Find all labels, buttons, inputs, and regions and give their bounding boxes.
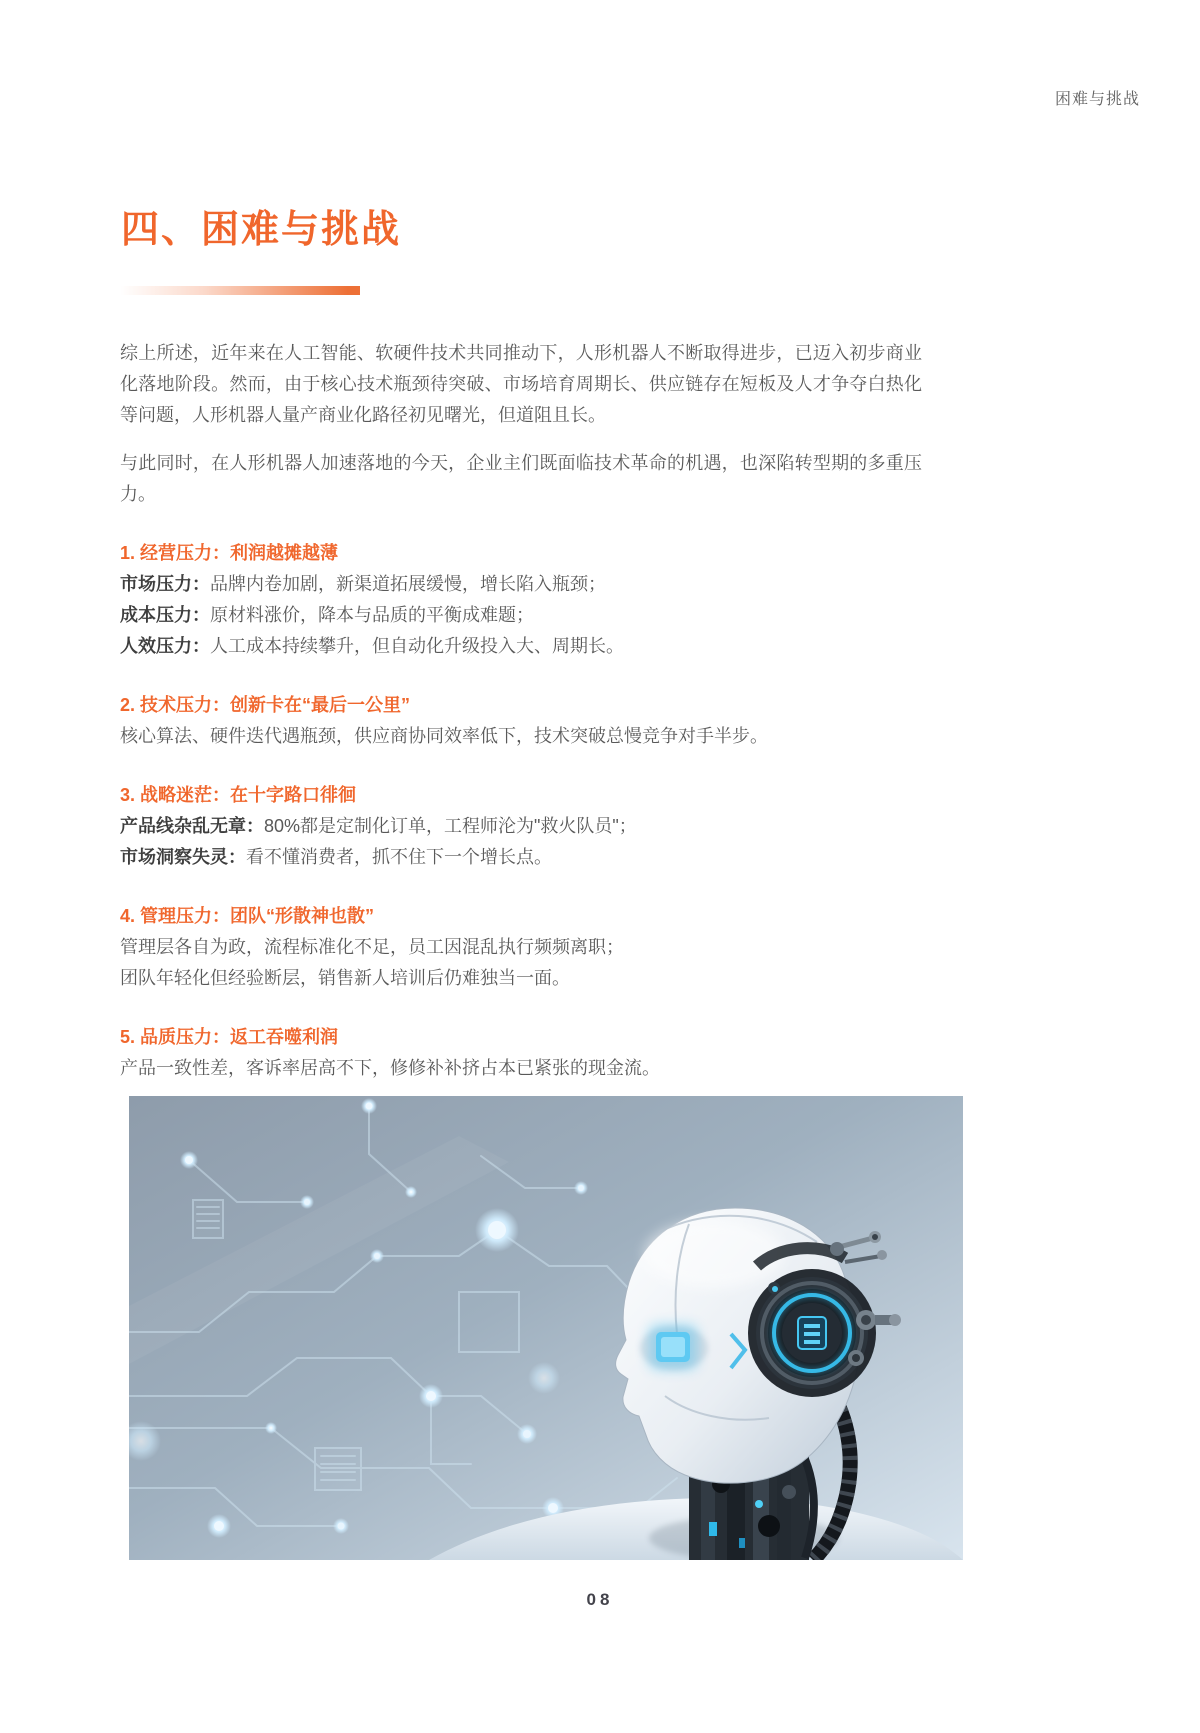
section-item bbox=[120, 811, 922, 842]
item-lead: 成本压力： bbox=[120, 605, 210, 625]
item-text: 产品一致性差，客诉率居高不下，修修补补挤占本已紧张的现金流。 bbox=[120, 1058, 660, 1078]
section-2-heading: 2. 技术压力：创新卡在“最后一公里” bbox=[120, 695, 411, 715]
sections bbox=[120, 538, 922, 1084]
section-item bbox=[120, 932, 922, 963]
section-item bbox=[120, 600, 922, 631]
item-lead: 人效压力： bbox=[120, 636, 210, 656]
section-item bbox=[120, 842, 922, 873]
circuit-chip bbox=[193, 1200, 223, 1238]
section-item bbox=[120, 631, 922, 662]
item-text: 人工成本持续攀升，但自动化升级投入大、周期长。 bbox=[210, 636, 624, 656]
section-5 bbox=[120, 1022, 922, 1084]
section-3-heading: 3. 战略迷茫：在十字路口徘徊 bbox=[120, 785, 357, 805]
section-1-heading: 1. 经营压力：利润越摊越薄 bbox=[120, 543, 339, 563]
intro-paragraph-2: 与此同时，在人形机器人加速落地的今天，企业主们既面临技术革命的机遇，也深陷转型期的多重压力。 bbox=[120, 453, 922, 504]
item-text: 80%都是定制化订单，工程师沦为"救火队员"； bbox=[264, 816, 637, 836]
item-text: 核心算法、硬件迭代遇瓶颈，供应商协同效率低下，技术突破总慢竞争对手半步。 bbox=[120, 726, 768, 746]
item-text: 原材料涨价，降本与品质的平衡成难题； bbox=[210, 605, 534, 625]
body-content bbox=[120, 338, 922, 1084]
section-3 bbox=[120, 780, 922, 873]
section-5-heading: 5. 品质压力：返工吞噬利润 bbox=[120, 1027, 339, 1047]
robot-eye-glow bbox=[648, 1324, 698, 1370]
item-lead: 产品线杂乱无章： bbox=[120, 816, 264, 836]
intro-paragraph-1: 综上所述，近年来在人工智能、软硬件技术共同推动下，人形机器人不断取得进步，已迈入初步商业化落地阶段。然而，由于核心技术瓶颈待突破、市场培育周期长、供应链存在短板及人才争夺白热化等问题，人形机器人量产商业化路径初见曙光，但道阻且长。 bbox=[120, 343, 922, 425]
section-4-heading: 4. 管理压力：团队“形散神也散” bbox=[120, 906, 375, 926]
item-text: 管理层各自为政，流程标准化不足，员工因混乱执行频频离职； bbox=[120, 937, 624, 957]
section-4 bbox=[120, 901, 922, 994]
page-number: 08 bbox=[586, 1590, 614, 1609]
circuit-chip bbox=[315, 1448, 361, 1490]
title-underline-bar bbox=[120, 286, 360, 295]
section-2 bbox=[120, 690, 922, 752]
section-item bbox=[120, 963, 922, 994]
item-lead: 市场洞察失灵： bbox=[120, 847, 246, 867]
robot-illustration bbox=[129, 1096, 963, 1560]
section-item bbox=[120, 1053, 922, 1084]
section-item bbox=[120, 721, 922, 752]
section-item bbox=[120, 569, 922, 600]
running-header: 困难与挑战 bbox=[1054, 91, 1140, 108]
item-text: 团队年轻化但经验断层，销售新人培训后仍难独当一面。 bbox=[120, 968, 570, 988]
item-text: 品牌内卷加剧，新渠道拓展缓慢，增长陷入瓶颈； bbox=[210, 574, 606, 594]
robot-ear-module bbox=[748, 1269, 876, 1397]
item-lead: 市场压力： bbox=[120, 574, 210, 594]
section-1 bbox=[120, 538, 922, 662]
item-text: 看不懂消费者，抓不住下一个增长点。 bbox=[246, 847, 552, 867]
page-title: 四、困难与挑战 bbox=[121, 209, 402, 251]
